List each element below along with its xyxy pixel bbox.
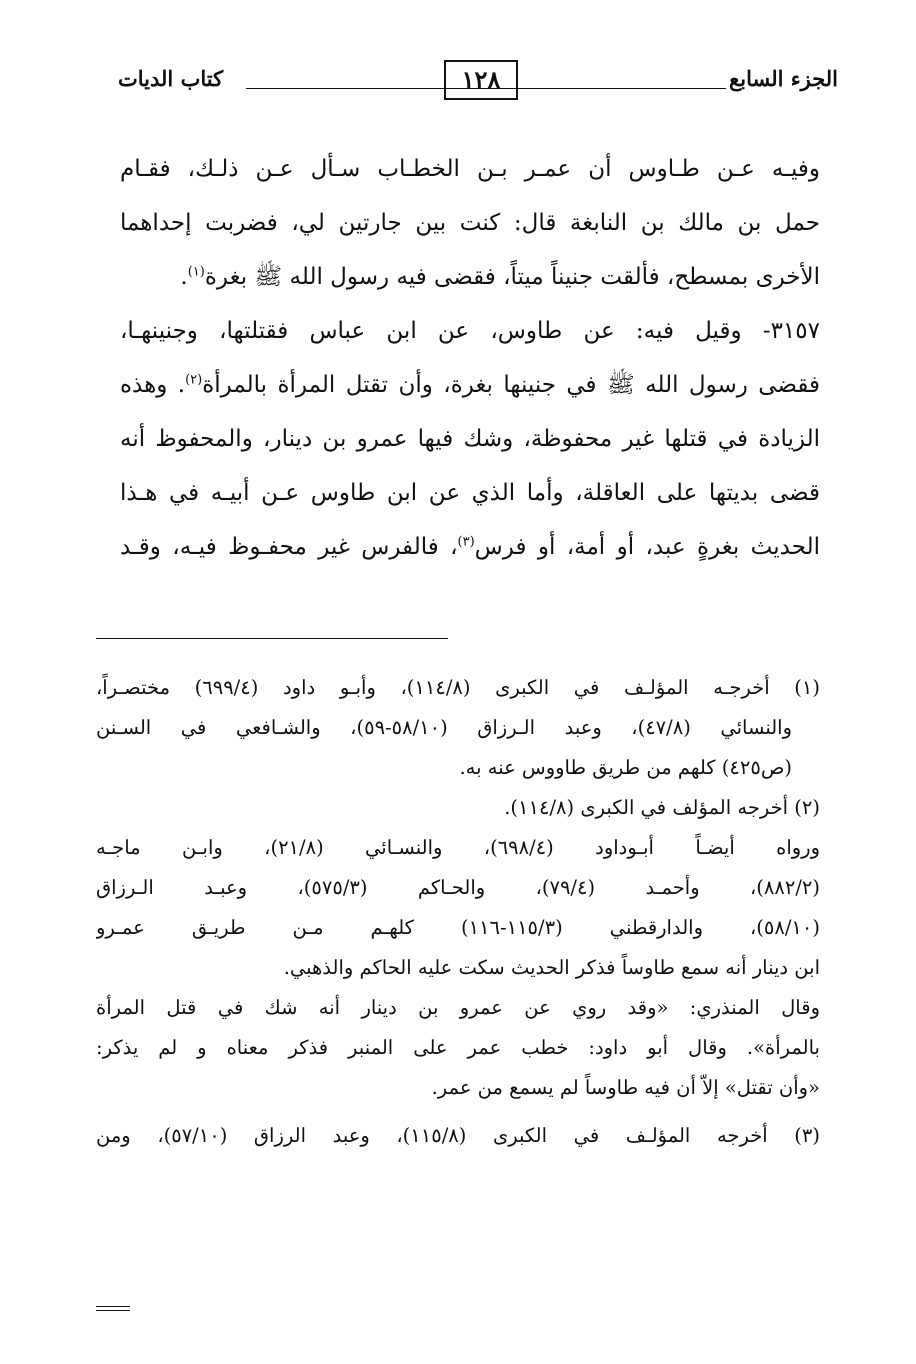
main-text — [120, 142, 820, 574]
text-segment: ، فالفرس غير محفـوظ فيـه، وقـد — [120, 534, 458, 560]
text-line: الزيادة في قتلها غير محفوظة، وشك فيها عمرو بن دينار، والمحفوظ أنه — [120, 426, 820, 452]
text-line: فقضى رسول الله ﷺ في جنينها بغرة، وأن تقتل المرأة بالمرأة$^{(٢)}$. وهذه — [120, 372, 820, 398]
footnote-ref[interactable]: (٢) — [185, 372, 203, 388]
footnote-line: والنسائي (٤٧/٨)، وعبد الـرزاق (٥٨/١٠-٥٩)، والشـافعي في السـنن — [96, 716, 793, 739]
footnote-separator — [96, 638, 448, 639]
continuation-mark — [96, 1310, 130, 1311]
footnote-line: (٥٨/١٠)، والدارقطني (١١٥/٣-١١٦) كلهـم مـن طريـق عمـرو — [96, 916, 820, 939]
footnote-line: (٣) أخرجه المؤلـف في الكبرى (١١٥/٨)، وعبد الرزاق (٥٧/١٠)، ومن — [96, 1124, 820, 1147]
book-title: كتاب الديات — [118, 66, 224, 91]
footnote-line: وقال المنذري: «وقد روي عن عمرو بن دينار أنه شك في قتل المرأة — [96, 996, 820, 1019]
page-number: ١٢٨ — [444, 60, 518, 100]
footnote-line: «وأن تقتل» إلاّ أن فيه طاوساً لم يسمع من عمر. — [431, 1076, 820, 1099]
text-line: ٣١٥٧- وقيل فيه: عن طاوس، عن ابن عباس فقتلتها، وجنينهـا، — [120, 318, 820, 344]
footnote-line: (ص٤٢٥) كلهم من طريق طاووس عنه به. — [459, 756, 792, 779]
text-line: قضى بديتها على العاقلة، وأما الذي عن ابن طاوس عـن أبيـه في هـذا — [120, 480, 820, 506]
text-segment: وهذه — [120, 372, 168, 398]
footnote-line: ابن دينار أنه سمع طاوساً فذكر الحديث سكت عليه الحاكم والذهبي. — [283, 956, 820, 979]
header-rule-left — [246, 88, 446, 89]
text-segment: فقضى رسول الله ﷺ في جنينها بغرة، وأن تقتل المرأة بالمرأة — [202, 372, 820, 398]
footnote-line: (٨٨٢/٢)، وأحمـد (٧٩/٤)، والحـاكم (٥٧٥/٣)، وعبـد الـرزاق — [96, 876, 820, 899]
footnote-line: بالمرأة». وقال أبو داود: خطب عمر على المنبر فذكر معناه و لم يذكر: — [96, 1036, 820, 1059]
footnote-line: ورواه أيضـاً أبـوداود (٦٩٨/٤)، والنسـائي (٢١/٨)، وابـن ماجـه — [96, 836, 820, 859]
text-line: حمل بن مالك بن النابغة قال: كنت بين جارتين لي، فضربت إحداهما — [120, 210, 820, 236]
text-line — [120, 520, 820, 574]
text-line: الأخرى بمسطح، فألقت جنيناً ميتاً، فقضى فيه رسول الله ﷺ بغرة$^{(١)}$. — [180, 264, 820, 290]
text-line: وفيـه عـن طـاوس أن عمـر بـن الخطـاب سـأل عـن ذلـك، فقـام — [120, 156, 820, 182]
part-title: الجزء السابع — [729, 66, 838, 91]
running-header — [118, 56, 838, 106]
text-segment: الأخرى بمسطح، فألقت جنيناً ميتاً، فقضى فيه رسول الله ﷺ بغرة — [204, 264, 820, 290]
continuation-mark — [96, 1306, 130, 1307]
footnote-ref[interactable]: (٣) — [457, 534, 475, 550]
spacer — [96, 1108, 820, 1116]
footnote-line: (٢) أخرجه المؤلف في الكبرى (١١٤/٨). — [504, 796, 820, 819]
footnotes — [96, 668, 820, 1156]
footnote-line: (١) أخرجـه المؤلـف في الكبرى (١١٤/٨)، وأبـو داود (٦٩٩/٤) مختصـراً، — [96, 676, 820, 699]
text-segment: الحديث بغرةٍ عبد، أو أمة، أو فرس — [474, 534, 820, 560]
footnote-ref[interactable]: (١) — [187, 264, 205, 280]
